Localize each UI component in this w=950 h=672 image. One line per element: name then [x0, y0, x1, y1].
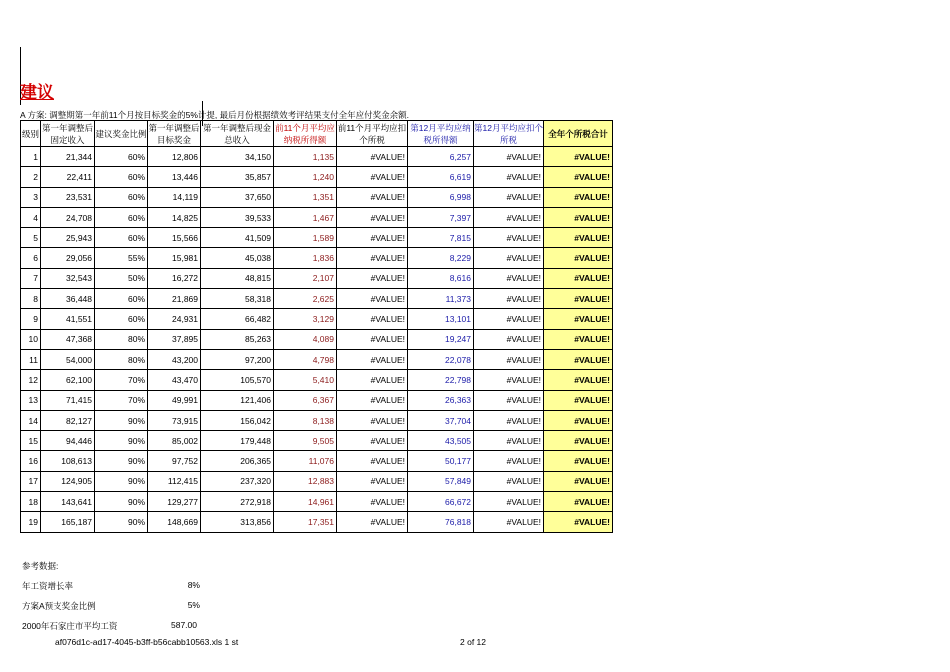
table-cell: #VALUE! — [474, 431, 544, 451]
table-cell: 22,078 — [408, 349, 474, 369]
table-row — [21, 431, 613, 451]
table-cell: 112,415 — [148, 471, 201, 491]
reference-value: 5% — [187, 600, 200, 610]
table-cell: 6,257 — [408, 147, 474, 167]
footer-page-number: 2 of 12 — [460, 637, 486, 647]
column-header: 第一年调整后固定收入 — [41, 122, 93, 145]
table-cell: 9 — [21, 309, 41, 329]
table-cell: #VALUE! — [474, 289, 544, 309]
table-cell: #VALUE! — [544, 492, 613, 512]
column-header: 级别 — [21, 121, 41, 147]
table-cell: #VALUE! — [474, 207, 544, 227]
table-cell: 179,448 — [201, 431, 274, 451]
table-cell: 13,446 — [148, 167, 201, 187]
table-cell: 14 — [21, 410, 41, 430]
table-cell: 12,883 — [274, 471, 337, 491]
table-cell: 12,806 — [148, 147, 201, 167]
reference-value: 8% — [187, 580, 200, 590]
table-row — [21, 451, 613, 471]
table-cell: 41,509 — [201, 228, 274, 248]
table-row — [21, 349, 613, 369]
table-cell: 50% — [95, 268, 148, 288]
table-cell: 60% — [95, 289, 148, 309]
reference-label: 方案A预支奖金比例 — [22, 601, 96, 611]
table-cell: 26,363 — [408, 390, 474, 410]
table-cell: 4,798 — [274, 349, 337, 369]
table-cell: #VALUE! — [474, 471, 544, 491]
table-cell: 60% — [95, 187, 148, 207]
table-cell: 60% — [95, 207, 148, 227]
table-cell: 43,470 — [148, 370, 201, 390]
table-cell: 41,551 — [41, 309, 95, 329]
table-cell: 9,505 — [274, 431, 337, 451]
table-cell: #VALUE! — [474, 309, 544, 329]
table-cell: 35,857 — [201, 167, 274, 187]
table-cell: #VALUE! — [544, 512, 613, 532]
reference-heading: 参考数据: — [22, 561, 59, 571]
table-cell: 272,918 — [201, 492, 274, 512]
table-cell: 148,669 — [148, 512, 201, 532]
table-cell: 206,365 — [201, 451, 274, 471]
table-cell: 15 — [21, 431, 41, 451]
table-cell: 54,000 — [41, 349, 95, 369]
table-cell: #VALUE! — [474, 228, 544, 248]
table-cell: 60% — [95, 147, 148, 167]
table-cell: #VALUE! — [474, 390, 544, 410]
table-cell: #VALUE! — [544, 451, 613, 471]
table-cell: 18 — [21, 492, 41, 512]
table-cell: #VALUE! — [474, 512, 544, 532]
reference-label: 2000年石家庄市平均工资 — [22, 621, 118, 631]
table-cell: #VALUE! — [544, 167, 613, 187]
table-cell: #VALUE! — [544, 329, 613, 349]
table-cell: #VALUE! — [544, 309, 613, 329]
table-cell: 11,076 — [274, 451, 337, 471]
table-cell: 94,446 — [41, 431, 95, 451]
table-cell: 85,263 — [201, 329, 274, 349]
table-cell: 8,616 — [408, 268, 474, 288]
table-cell: 17,351 — [274, 512, 337, 532]
table-cell: 3 — [21, 187, 41, 207]
table-cell: 90% — [95, 451, 148, 471]
table-cell: 39,533 — [201, 207, 274, 227]
plan-description: A 方案: 调整期第一年前11个月按目标奖金的5%计提, 最后月份根据绩效考评结果支付全年应付奖金余额. — [20, 110, 409, 120]
table-cell: #VALUE! — [337, 451, 408, 471]
table-cell: #VALUE! — [337, 248, 408, 268]
table-cell: #VALUE! — [474, 451, 544, 471]
table-cell: #VALUE! — [337, 147, 408, 167]
table-cell: 13 — [21, 390, 41, 410]
table-cell: #VALUE! — [544, 349, 613, 369]
table-cell: #VALUE! — [544, 471, 613, 491]
table-cell: 90% — [95, 471, 148, 491]
table-cell: 6,619 — [408, 167, 474, 187]
table-cell: 1,467 — [274, 207, 337, 227]
table-cell: #VALUE! — [337, 268, 408, 288]
table-cell: #VALUE! — [337, 512, 408, 532]
table-cell: 62,100 — [41, 370, 95, 390]
table-cell: #VALUE! — [544, 228, 613, 248]
table-cell: 24,708 — [41, 207, 95, 227]
table-row — [21, 390, 613, 410]
column-header: 第一年调整后现金总收入 — [201, 121, 274, 147]
table-cell: 4,089 — [274, 329, 337, 349]
table-cell: #VALUE! — [544, 147, 613, 167]
table-cell: #VALUE! — [337, 228, 408, 248]
table-cell: #VALUE! — [474, 410, 544, 430]
table-cell: 76,818 — [408, 512, 474, 532]
table-cell: #VALUE! — [544, 289, 613, 309]
table-cell: 2 — [21, 167, 41, 187]
table-cell: 6,998 — [408, 187, 474, 207]
table-cell: 6 — [21, 248, 41, 268]
table-cell: 22,798 — [408, 370, 474, 390]
table-cell: 21,869 — [148, 289, 201, 309]
table-cell: 43,505 — [408, 431, 474, 451]
table-cell: #VALUE! — [337, 329, 408, 349]
table-header-row — [21, 121, 613, 147]
table-cell: 60% — [95, 228, 148, 248]
table-cell: 11,373 — [408, 289, 474, 309]
table-cell: #VALUE! — [544, 410, 613, 430]
table-cell: 1 — [21, 147, 41, 167]
table-cell: #VALUE! — [544, 268, 613, 288]
table-cell: 80% — [95, 329, 148, 349]
table-cell: 129,277 — [148, 492, 201, 512]
table-cell: 73,915 — [148, 410, 201, 430]
table-cell: #VALUE! — [337, 289, 408, 309]
table-cell: 1,135 — [274, 147, 337, 167]
table-cell: 13,101 — [408, 309, 474, 329]
table-cell: 8 — [21, 289, 41, 309]
table-row — [21, 309, 613, 329]
table-cell: 25,943 — [41, 228, 95, 248]
table-row — [21, 492, 613, 512]
footer-filename: af076d1c-ad17-4045-b3ff-b56cabb10563.xls 1 st — [55, 637, 239, 647]
table-cell: 57,849 — [408, 471, 474, 491]
column-header: 第一年调整后目标奖金 — [148, 122, 200, 145]
table-cell: 16 — [21, 451, 41, 471]
table-cell: 80% — [95, 349, 148, 369]
table-cell: 6,367 — [274, 390, 337, 410]
table-cell: 66,482 — [201, 309, 274, 329]
column-header: 建议奖金比例 — [95, 121, 148, 147]
table-cell: #VALUE! — [544, 187, 613, 207]
table-cell: 14,961 — [274, 492, 337, 512]
table-cell: 47,368 — [41, 329, 95, 349]
table-cell: #VALUE! — [544, 431, 613, 451]
table-cell: 1,836 — [274, 248, 337, 268]
column-header: 前11个月平均应纳税所得额 — [275, 122, 335, 145]
table-row — [21, 410, 613, 430]
table-cell: 1,589 — [274, 228, 337, 248]
table-cell: 90% — [95, 410, 148, 430]
table-row — [21, 228, 613, 248]
table-cell: 165,187 — [41, 512, 95, 532]
table-cell: 108,613 — [41, 451, 95, 471]
table-cell: #VALUE! — [474, 349, 544, 369]
table-cell: 22,411 — [41, 167, 95, 187]
table-cell: 82,127 — [41, 410, 95, 430]
table-cell: 7,397 — [408, 207, 474, 227]
table-cell: #VALUE! — [337, 390, 408, 410]
table-cell: 14,825 — [148, 207, 201, 227]
table-row — [21, 207, 613, 227]
table-cell: #VALUE! — [337, 349, 408, 369]
table-cell: 19 — [21, 512, 41, 532]
table-cell: 124,905 — [41, 471, 95, 491]
table-row — [21, 187, 613, 207]
table-cell: 70% — [95, 370, 148, 390]
table-cell: 4 — [21, 207, 41, 227]
table-cell: #VALUE! — [337, 167, 408, 187]
table-cell: 10 — [21, 329, 41, 349]
table-cell: 50,177 — [408, 451, 474, 471]
table-cell: 55% — [95, 248, 148, 268]
table-row — [21, 329, 613, 349]
table-row — [21, 167, 613, 187]
table-cell: 49,991 — [148, 390, 201, 410]
reference-value: 587.00 — [171, 620, 197, 630]
table-cell: 5,410 — [274, 370, 337, 390]
table-cell: 37,704 — [408, 410, 474, 430]
table-cell: 16,272 — [148, 268, 201, 288]
column-header: 前11个月平均应扣个所税 — [337, 122, 407, 145]
table-cell: #VALUE! — [474, 492, 544, 512]
table-cell: 97,752 — [148, 451, 201, 471]
table-cell: 71,415 — [41, 390, 95, 410]
table-cell: 70% — [95, 390, 148, 410]
table-cell: 36,448 — [41, 289, 95, 309]
table-cell: #VALUE! — [337, 187, 408, 207]
reference-label: 年工资增长率 — [22, 581, 74, 591]
table-cell: 24,931 — [148, 309, 201, 329]
table-cell: #VALUE! — [474, 329, 544, 349]
table-cell: 37,895 — [148, 329, 201, 349]
table-cell: 21,344 — [41, 147, 95, 167]
table-cell: 17 — [21, 471, 41, 491]
table-cell: #VALUE! — [337, 431, 408, 451]
table-cell: 34,150 — [201, 147, 274, 167]
table-cell: #VALUE! — [474, 268, 544, 288]
table-cell: 15,566 — [148, 228, 201, 248]
table-row — [21, 512, 613, 532]
table-cell: #VALUE! — [544, 370, 613, 390]
table-cell: #VALUE! — [337, 370, 408, 390]
table-cell: #VALUE! — [474, 147, 544, 167]
column-header: 全年个所税合计 — [544, 121, 613, 147]
table-cell: 2,625 — [274, 289, 337, 309]
table-cell: 90% — [95, 512, 148, 532]
table-cell: 11 — [21, 349, 41, 369]
table-cell: 23,531 — [41, 187, 95, 207]
table-row — [21, 248, 613, 268]
table-cell: 156,042 — [201, 410, 274, 430]
column-header: 第12月平均应纳税所得额 — [408, 121, 474, 147]
table-cell: 45,038 — [201, 248, 274, 268]
table-cell: #VALUE! — [337, 309, 408, 329]
table-cell: 121,406 — [201, 390, 274, 410]
table-cell: 143,641 — [41, 492, 95, 512]
table-cell: 90% — [95, 431, 148, 451]
table-row — [21, 370, 613, 390]
table-cell: 37,650 — [201, 187, 274, 207]
table-cell: 32,543 — [41, 268, 95, 288]
table-cell: 97,200 — [201, 349, 274, 369]
table-cell: 7 — [21, 268, 41, 288]
table-cell: 19,247 — [408, 329, 474, 349]
table-cell: 7,815 — [408, 228, 474, 248]
table-row — [21, 147, 613, 167]
table-row — [21, 268, 613, 288]
table-cell: 60% — [95, 309, 148, 329]
table-cell: 3,129 — [274, 309, 337, 329]
table-cell: 58,318 — [201, 289, 274, 309]
table-cell: 105,570 — [201, 370, 274, 390]
table-cell: #VALUE! — [474, 167, 544, 187]
table-cell: 48,815 — [201, 268, 274, 288]
table-cell: 60% — [95, 167, 148, 187]
table-cell: 14,119 — [148, 187, 201, 207]
table-cell: 1,240 — [274, 167, 337, 187]
table-cell: 29,056 — [41, 248, 95, 268]
column-header: 第12月平均应扣个所税 — [474, 122, 543, 145]
table-cell: 66,672 — [408, 492, 474, 512]
table-cell: #VALUE! — [337, 207, 408, 227]
table-cell: #VALUE! — [544, 207, 613, 227]
table-cell: 85,002 — [148, 431, 201, 451]
table-cell: #VALUE! — [474, 248, 544, 268]
table-cell: #VALUE! — [474, 187, 544, 207]
table-cell: #VALUE! — [337, 492, 408, 512]
table-row — [21, 471, 613, 491]
table-cell: 43,200 — [148, 349, 201, 369]
table-cell: #VALUE! — [474, 370, 544, 390]
table-cell: 237,320 — [201, 471, 274, 491]
table-cell: #VALUE! — [544, 248, 613, 268]
table-cell: 90% — [95, 492, 148, 512]
table-cell: 313,856 — [201, 512, 274, 532]
table-cell: #VALUE! — [544, 390, 613, 410]
table-cell: 12 — [21, 370, 41, 390]
table-row — [21, 289, 613, 309]
table-cell: 15,981 — [148, 248, 201, 268]
table-cell: #VALUE! — [337, 471, 408, 491]
table-cell: #VALUE! — [337, 410, 408, 430]
table-cell: 5 — [21, 228, 41, 248]
bonus-tax-table — [20, 120, 613, 533]
table-cell: 8,229 — [408, 248, 474, 268]
page-title: 建议 — [20, 83, 54, 103]
table-cell: 1,351 — [274, 187, 337, 207]
table-cell: 2,107 — [274, 268, 337, 288]
table-cell: 8,138 — [274, 410, 337, 430]
